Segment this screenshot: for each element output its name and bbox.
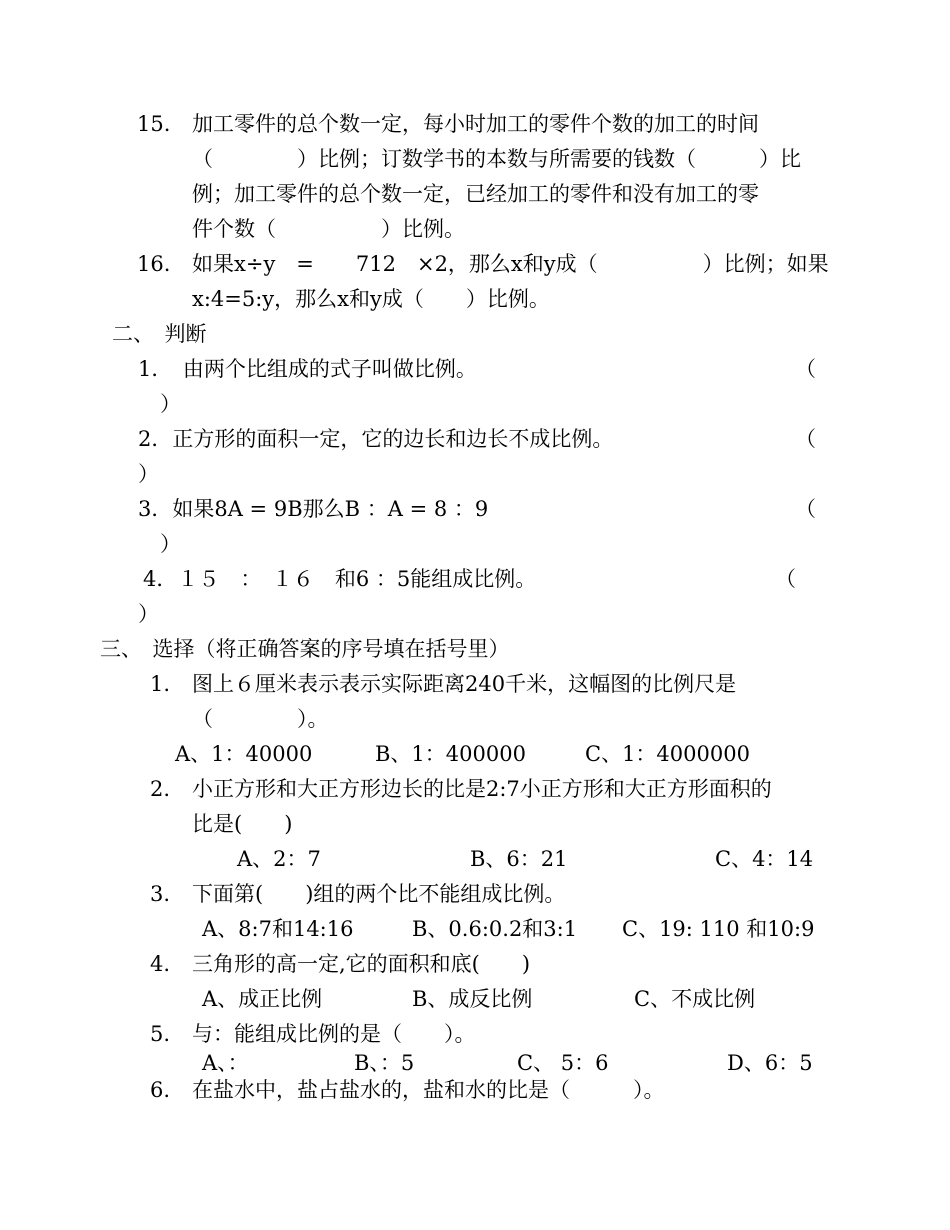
answer-paren-open: （ [775, 567, 796, 591]
question-text: 在盐水中，盐占盐水的，盐和水的比是（ ）。 [192, 1078, 665, 1102]
answer-paren-close: ） [138, 462, 159, 486]
option-a: A、1：40000 [175, 742, 313, 766]
option-c: C、 5：6 [517, 1051, 609, 1075]
judge-text: 2．正方形的面积一定，它的边长和边长不成比例。 [138, 427, 614, 451]
answer-paren-close: ） [160, 392, 181, 416]
question-text: 加工零件的总个数一定，每小时加工的零件个数的加工的时间 [192, 112, 759, 136]
judge-text: 4．１５ ： １６ 和6 ：5能组成比例。 [143, 567, 537, 591]
judge-text: 3．如果8A = 9B那么B ：A = 8 ：9 [138, 497, 489, 521]
question-text: 如果x÷y = 712 ×2，那么x和y成（ ）比例；如果 [192, 252, 829, 276]
question-text: （ ）。 [192, 707, 329, 731]
question-number: 4. [150, 952, 171, 976]
option-d: D、6：5 [727, 1051, 813, 1075]
question-number: 6. [150, 1078, 171, 1102]
section-heading-choice: 三、 选择（将正确答案的序号填在括号里） [100, 637, 510, 661]
question-number: 5. [150, 1022, 171, 1046]
answer-paren-open: （ [795, 427, 816, 451]
option-a: A、： [202, 1051, 249, 1075]
judge-text: 1． 由两个比组成的式子叫做比例。 [138, 357, 477, 381]
question-text: 例；加工零件的总个数一定，已经加工的零件和没有加工的零 [192, 182, 759, 206]
question-number: 16. [137, 252, 171, 276]
option-b: B、1：400000 [375, 742, 526, 766]
option-c: C、不成比例 [634, 987, 756, 1011]
question-text: x:4=5:y，那么x和y成（ ）比例。 [192, 287, 550, 311]
question-text: 三角形的高一定,它的面积和底( ) [192, 952, 531, 976]
option-b: B、成反比例 [412, 987, 533, 1011]
answer-paren-close: ） [160, 532, 181, 556]
question-text: 图上６厘米表示表示实际距离240千米，这幅图的比例尺是 [192, 672, 737, 696]
option-c: C、4：14 [715, 847, 814, 871]
option-b: B、：5 [354, 1051, 415, 1075]
question-number: 3. [150, 882, 171, 906]
option-b: B、6：21 [470, 847, 568, 871]
question-number: 15. [137, 112, 171, 136]
question-text: 小正方形和大正方形边长的比是2:7小正方形和大正方形面积的 [192, 777, 772, 801]
section-heading-judge: 二、 判断 [112, 322, 207, 346]
option-c: C、19: 110 和10:9 [622, 917, 815, 941]
option-c: C、1：4000000 [585, 742, 750, 766]
question-number: 2. [150, 777, 171, 801]
question-number: 1. [150, 672, 171, 696]
question-text: 比是( ) [192, 812, 293, 836]
question-text: 件个数（ ）比例。 [192, 217, 465, 241]
question-text: 与：能组成比例的是（ ）。 [192, 1022, 476, 1046]
question-text: 下面第( )组的两个比不能组成比例。 [192, 882, 566, 906]
option-a: A、2：7 [237, 847, 321, 871]
option-a: A、成正比例 [202, 987, 323, 1011]
answer-paren-open: （ [795, 497, 816, 521]
answer-paren-open: （ [795, 357, 816, 381]
question-text: （ ）比例；订数学书的本数与所需要的钱数（ ）比 [192, 147, 801, 171]
option-b: B、0.6:0.2和3:1 [412, 917, 578, 941]
answer-paren-close: ） [138, 602, 159, 626]
option-a: A、8:7和14:16 [202, 917, 354, 941]
